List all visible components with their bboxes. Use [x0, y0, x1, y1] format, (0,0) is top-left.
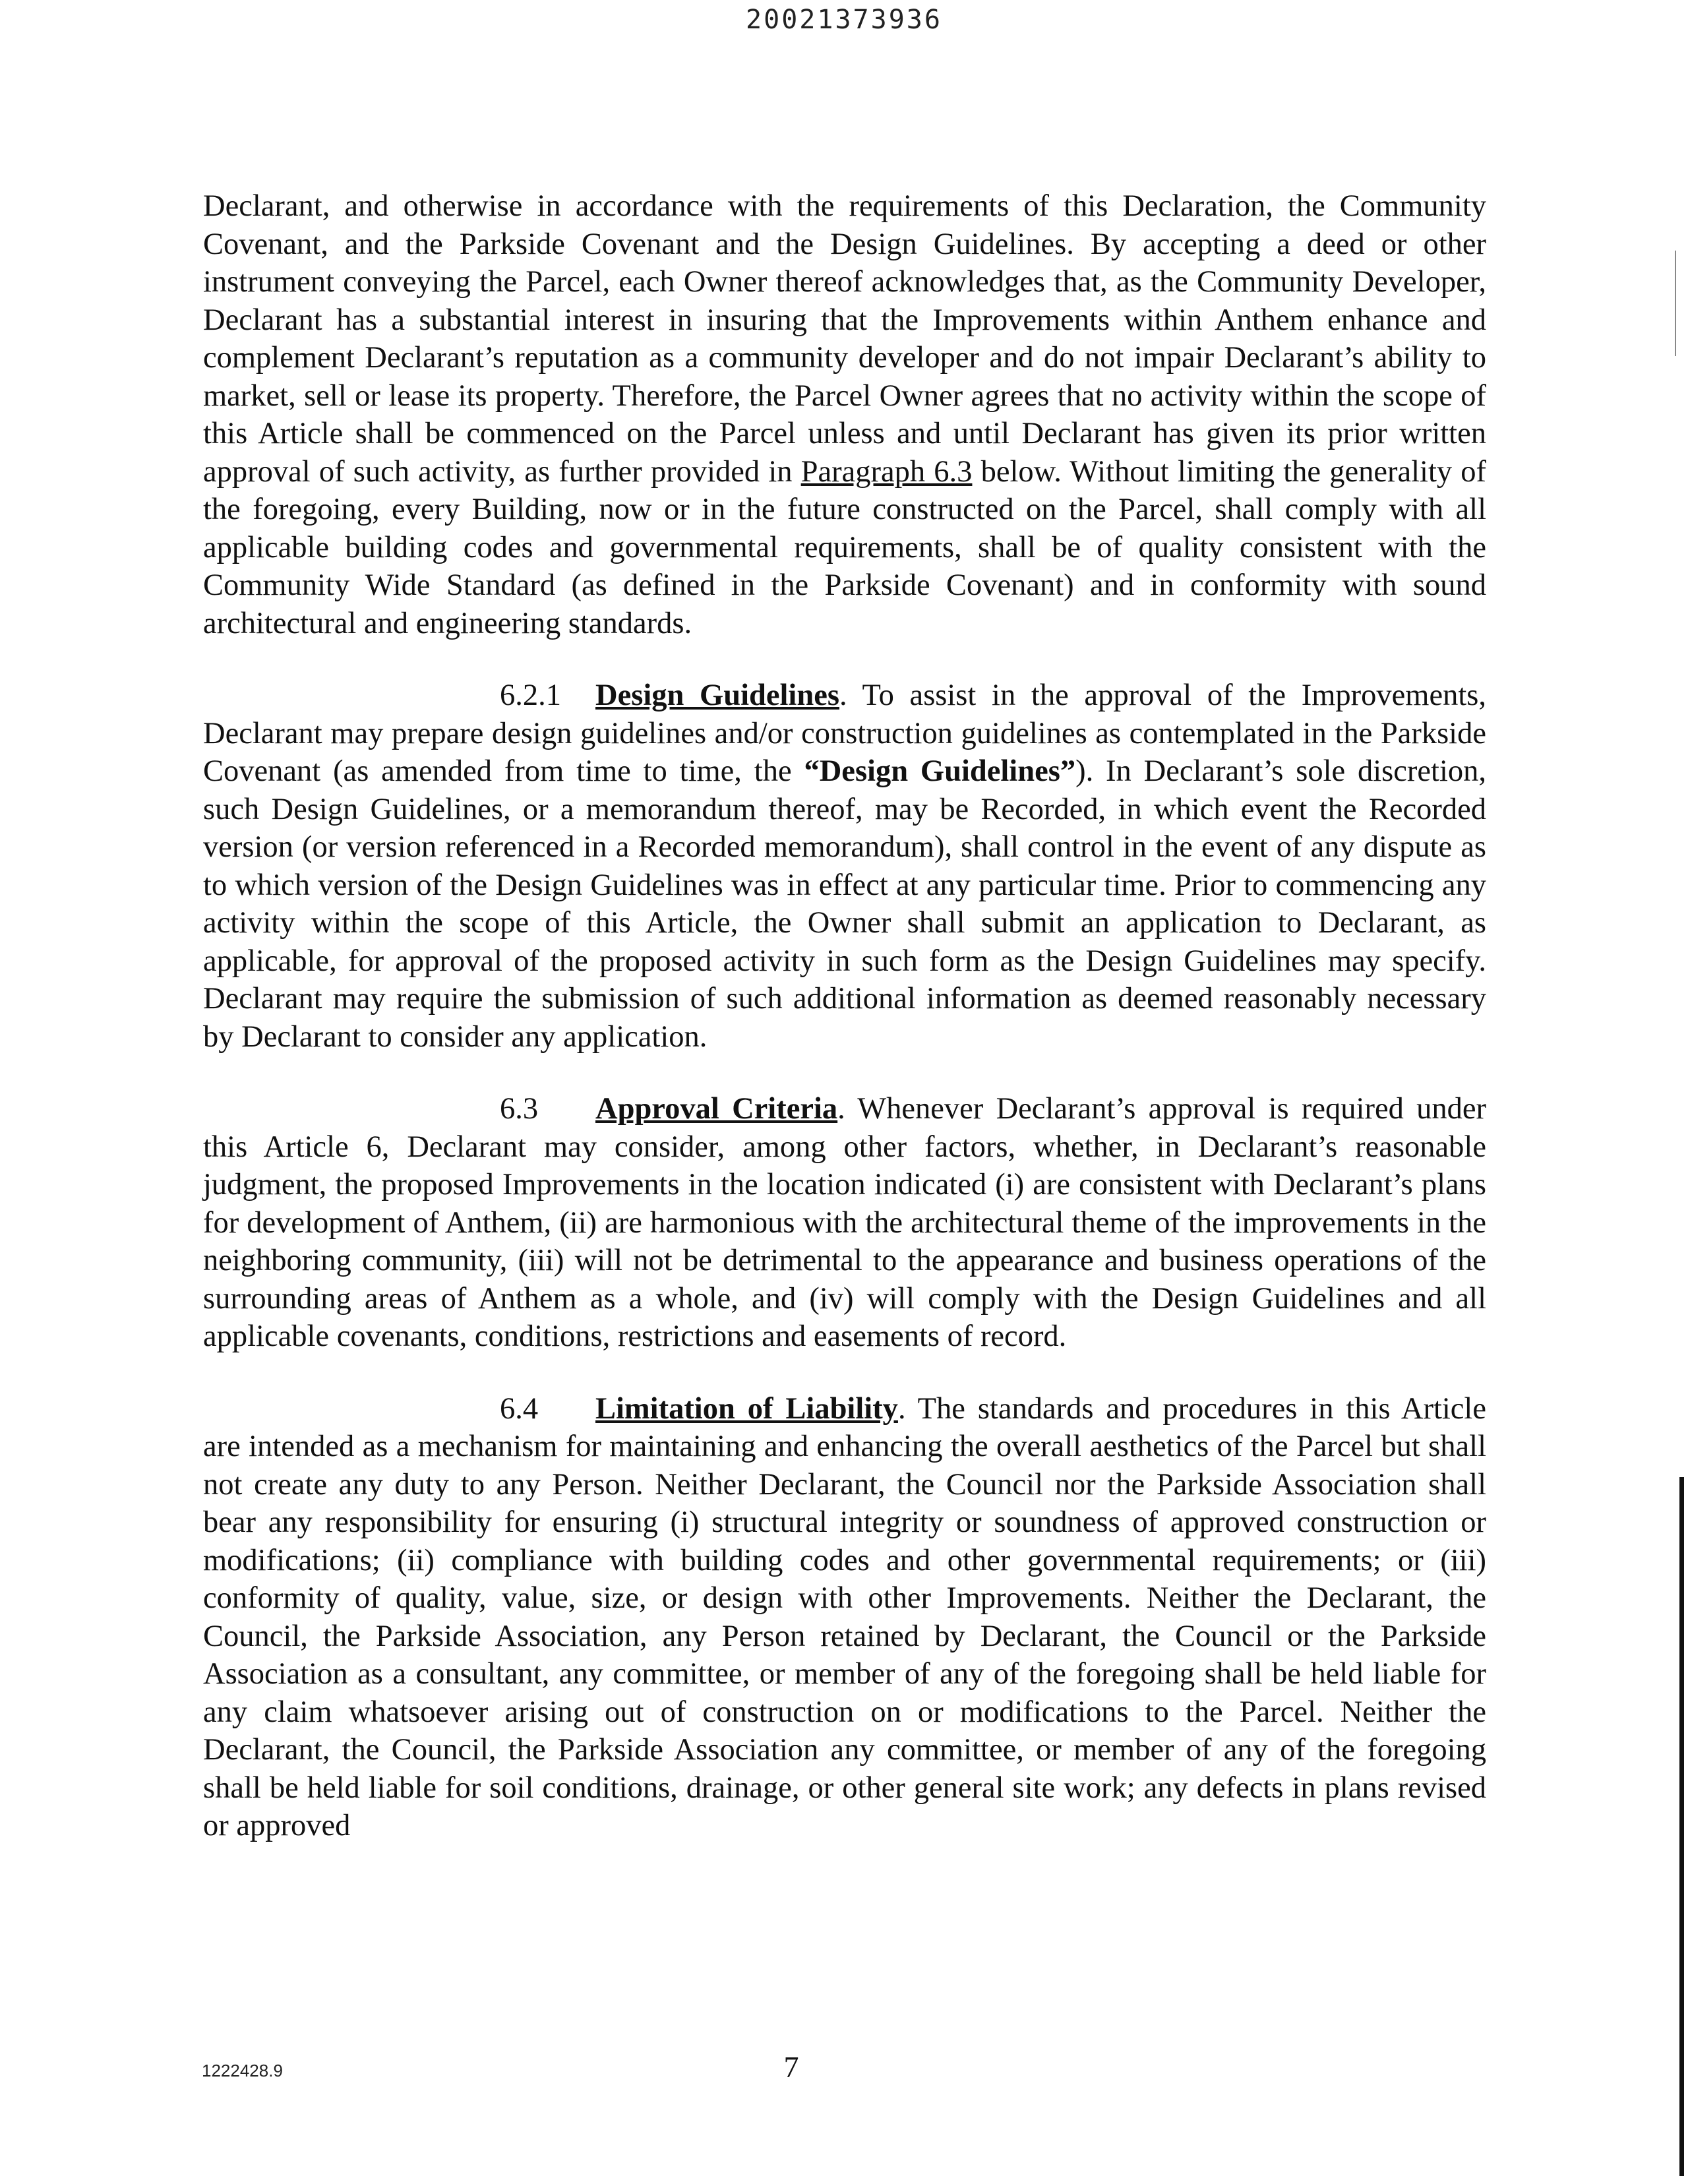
record-number: 20021373936 [746, 5, 942, 35]
section-text: . Whenever Declarant’s approval is required under this Article 6, Declarant may consider, among other factors, whether, in Declarant’s reasonable judgment, the proposed Improvements in the location indicated (i) are consistent with Declarant’s plans for development of Anthem, (ii) are harmonious with the architectural theme of the improvements in the neighboring community, (iii) will not be detrimental to the appearance and business operations of the surrounding areas of Anthem as a whole, and (iv) will comply with the Design Guidelines and all applicable covenants, conditions, restrictions and easements of record. [203, 1092, 1487, 1353]
section-6-2-1 [203, 677, 1486, 1056]
section-heading: Limitation of Liability [595, 1391, 898, 1426]
section-number: 6.2.1 [500, 679, 561, 712]
paragraph-intro [203, 187, 1486, 642]
section-text: . The standards and procedures in this Article are intended as a mechanism for maintaining and enhancing the overall aesthetics of the Parcel but shall not create any duty to any Person. Neither Declarant, the Council nor the Parkside Association shall bear any responsibility for ensuring (i) structural integrity or soundness of approved construction or modifications; (ii) compliance with building codes and other governmental requirements; or (iii) conformity of quality, value, size, or design with other Improvements. Neither the Declarant, the Council, the Parkside Association, any Person retained by Declarant, the Council or the Parkside Association as a consultant, any committee, or member of any of the foregoing shall be held liable for any claim whatsoever arising out of construction on or modifications to the Parcel. Neither the Declarant, the Council, the Parkside Association any committee, or member of any of the foregoing shall be held liable for soil conditions, drainage, or other general site work; any defects in plans revised or approved [203, 1391, 1486, 1842]
section-6-3 [203, 1090, 1486, 1356]
paragraph-reference-link: Paragraph 6.3 [800, 454, 973, 489]
section-number: 6.4 [500, 1391, 539, 1426]
scan-edge-mark [1675, 251, 1676, 356]
section-heading: Approval Criteria [595, 1092, 838, 1126]
section-heading: Design Guidelines [595, 679, 839, 712]
section-number: 6.3 [500, 1092, 539, 1126]
document-body [203, 187, 1486, 1879]
document-id: 1222428.9 [202, 2061, 283, 2080]
scan-edge-bar [1679, 1477, 1684, 2176]
section-6-4 [203, 1390, 1486, 1845]
page-number: 7 [783, 2050, 799, 2084]
section-text-cont: ). In Declarant’s sole discretion, such Design Guidelines, or a memorandum thereof, may be Recorded, in which event the Recorded version (or version referenced in a Recorded memorandum), shall control in the event of any dispute as to which version of the Design Guidelines was in effect at any particular time. Prior to commencing any activity within the scope of this Article, the Owner shall submit an application to Declarant, as applicable, for approval of the proposed activity in such form as the Design Guidelines may specify. Declarant may require the submission of such additional information as deemed reasonably necessary by Declarant to consider any application. [203, 754, 1486, 1054]
paragraph-intro-rest: below. Without limiting the generality of the foregoing, every Building, now or in the future constructed on the Parcel, shall comply with all applicable building codes and governmental requirements, shall be of quality consistent with the Community Wide Standard (as defined in the Parkside Covenant) and in conformity with sound architectural and engineering standards. [203, 454, 1487, 640]
section-text: . To assist in the approval of the Improvements, Declarant may prepare design guidelines and/or construction guidelines as contemplated in the Parkside Covenant (as amended from time to time, the [203, 679, 1487, 788]
defined-term: “Design Guidelines” [804, 754, 1076, 788]
paragraph-intro-text: Declarant, and otherwise in accordance with the requirements of this Declaration, the Community Covenant, and the Parkside Covenant and the Design Guidelines. By accepting a deed or other instrument conveying the Parcel, each Owner thereof acknowledges that, as the Community Developer, Declarant has a substantial interest in insuring that the Improvements within Anthem enhance and complement Declarant’s reputation as a community developer and do not impair Declarant’s ability to market, sell or lease its property. Therefore, the Parcel Owner agrees that no activity within the scope of this Article shall be commenced on the Parcel unless and until Declarant has given its prior written approval of such activity, as further provided in [203, 189, 1486, 489]
